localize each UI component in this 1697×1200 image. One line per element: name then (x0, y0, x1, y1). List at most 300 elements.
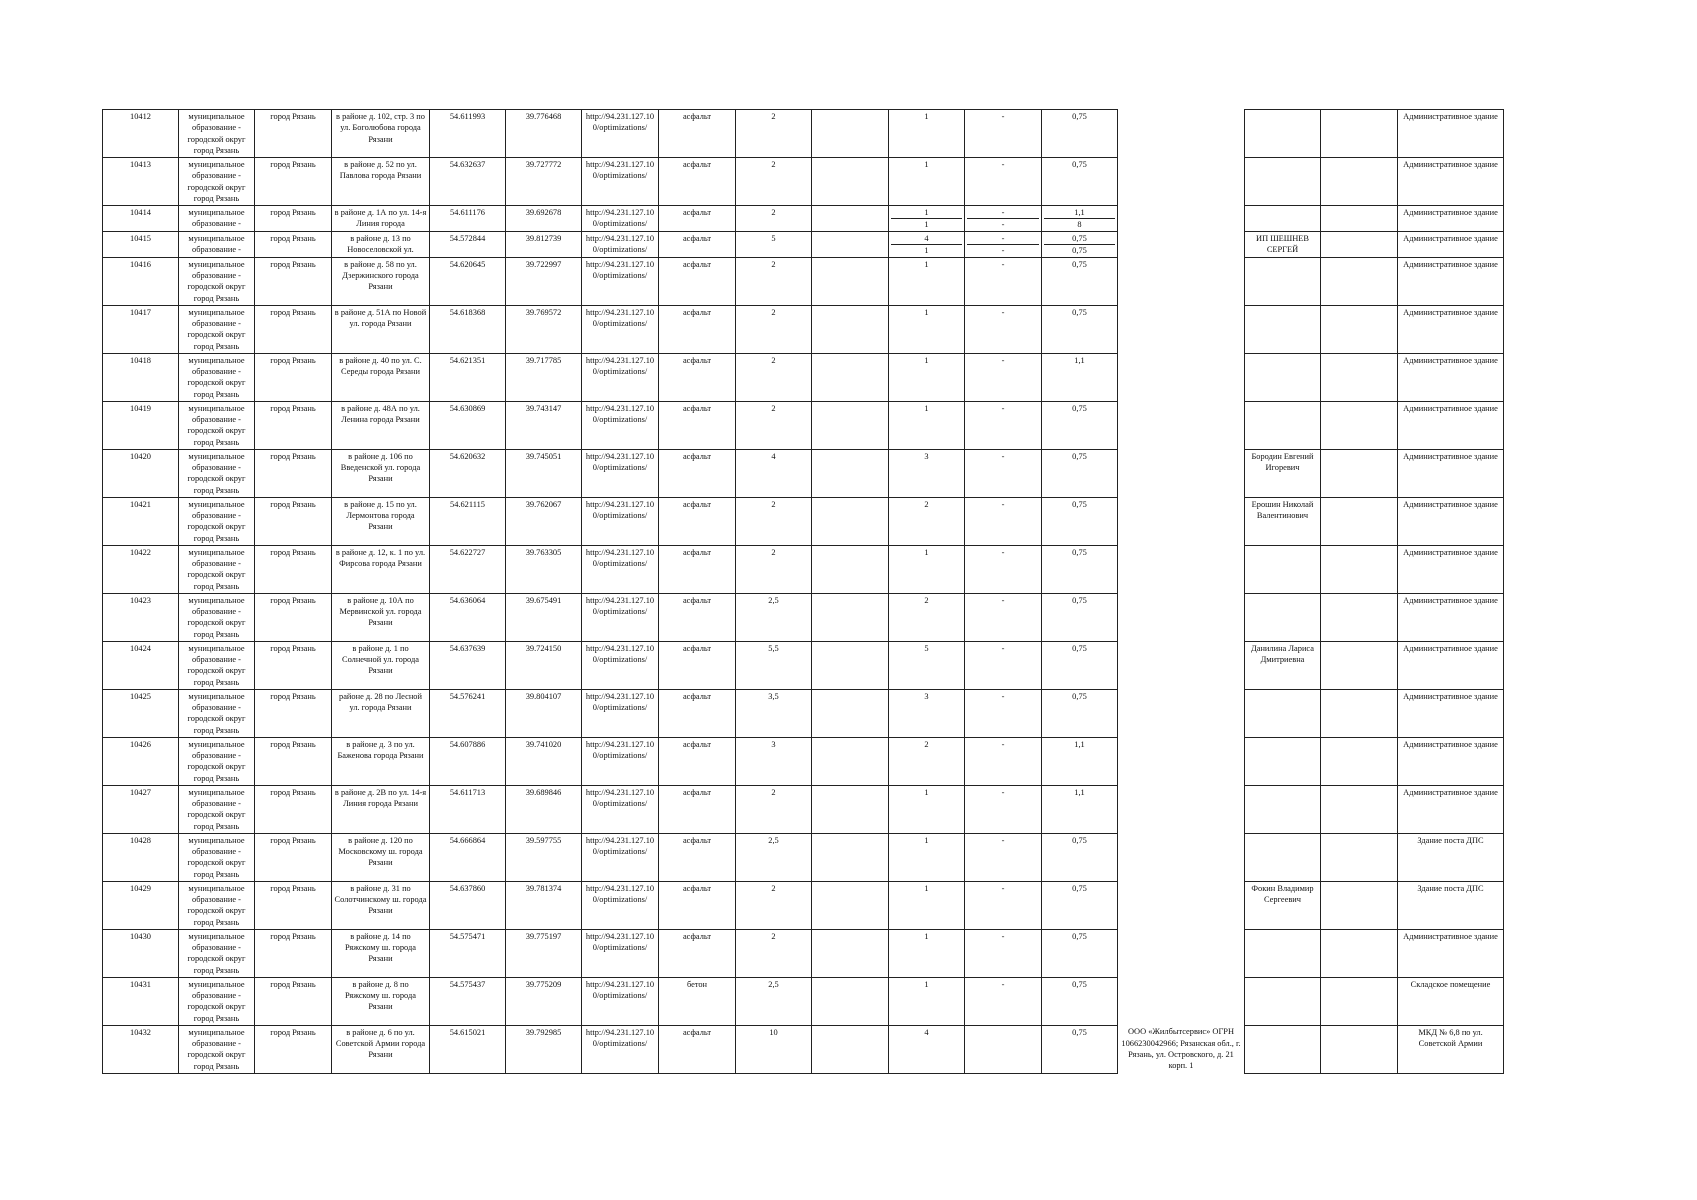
containers-count-value: 1 (924, 883, 929, 893)
container-volume-value: 1,1 (1074, 739, 1085, 749)
cell-address: в районе д. 48А по ул. Ленина города Рязани (332, 401, 430, 449)
cell-area: 2 (736, 545, 812, 593)
cell-containers-dash (965, 593, 1042, 641)
cell-containers-dash (965, 206, 1042, 232)
cell-containers-count (889, 231, 965, 257)
cell-owner-info (1118, 689, 1245, 737)
cell-longitude: 39.762067 (506, 497, 582, 545)
cell-area: 2 (736, 785, 812, 833)
cell-scheme-link: http://94.231.127.10 0/optimizations/ (582, 737, 659, 785)
cell-owner-info (1118, 110, 1245, 158)
cell-empty-col (812, 206, 889, 232)
cell-source-person (1245, 737, 1321, 785)
cell-settlement: город Рязань (255, 206, 332, 232)
cell-address: в районе д. 6 по ул. Советской Армии города Рязани (332, 1025, 430, 1073)
cell-source-person (1245, 689, 1321, 737)
cell-empty-col (1321, 545, 1398, 593)
cell-containers-dash (965, 257, 1042, 305)
cell-address: в районе д. 120 по Московскому ш. города Рязани (332, 833, 430, 881)
cell-scheme-link: http://94.231.127.10 0/optimizations/ (582, 257, 659, 305)
cell-address: в районе д. 15 по ул. Лермонтова города Рязани (332, 497, 430, 545)
cell-scheme-link: http://94.231.127.10 0/optimizations/ (582, 206, 659, 232)
cell-container-volume (1042, 1025, 1118, 1073)
cell-settlement: город Рязань (255, 977, 332, 1025)
cell-empty-col (1321, 401, 1398, 449)
cell-address: в районе д. 14 по Ряжскому ш. города Рязани (332, 929, 430, 977)
containers-dash-value: - (1001, 160, 1005, 169)
container-volume-value: 0,75 (1072, 1027, 1087, 1037)
cell-scheme-link: http://94.231.127.10 0/optimizations/ (582, 689, 659, 737)
cell-source-person (1245, 929, 1321, 977)
cell-owner-info (1118, 593, 1245, 641)
cell-empty-col (812, 593, 889, 641)
cell-municipality: муниципальное образование - (179, 206, 255, 232)
cell-address: в районе д. 31 по Солотчинскому ш. города Рязани (332, 881, 430, 929)
cell-empty-col (812, 497, 889, 545)
cell-empty-col (812, 305, 889, 353)
cell-containers-count (889, 977, 965, 1025)
table-row (103, 257, 1504, 305)
cell-container-volume (1042, 689, 1118, 737)
cell-empty-col (812, 737, 889, 785)
cell-containers-count (889, 1025, 965, 1073)
cell-empty-col (1321, 641, 1398, 689)
cell-address: в районе д. 13 по Новоселовской ул. (332, 231, 430, 257)
cell-container-volume (1042, 497, 1118, 545)
cell-record-id: 10420 (103, 449, 179, 497)
cell-purpose: МКД № 6,8 по ул. Советской Армии (1398, 1025, 1504, 1073)
cell-purpose: Административное здание (1398, 257, 1504, 305)
cell-container-volume (1042, 593, 1118, 641)
cell-source-person: Данилина Лариса Дмитриевна (1245, 641, 1321, 689)
cell-latitude: 54.632637 (430, 158, 506, 206)
registry-table (102, 109, 1504, 1074)
containers-dash-value: - (1001, 691, 1005, 701)
containers-dash-value: - (1001, 979, 1005, 989)
cell-containers-count (889, 401, 965, 449)
cell-latitude: 54.621351 (430, 353, 506, 401)
table-row (103, 545, 1504, 593)
cell-containers-dash (965, 449, 1042, 497)
cell-purpose: Административное здание (1398, 449, 1504, 497)
containers-count-value: 1 (924, 787, 929, 797)
cell-empty-col (812, 449, 889, 497)
cell-containers-dash (965, 785, 1042, 833)
cell-owner-info (1118, 206, 1245, 232)
cell-longitude: 39.776468 (506, 110, 582, 158)
cell-longitude: 39.741020 (506, 737, 582, 785)
cell-surface: асфальт (659, 593, 736, 641)
cell-empty-col (812, 833, 889, 881)
cell-longitude: 39.724150 (506, 641, 582, 689)
cell-longitude: 39.792985 (506, 1025, 582, 1073)
cell-latitude: 54.576241 (430, 689, 506, 737)
containers-count-value: 1 (924, 979, 929, 989)
cell-empty-col (812, 641, 889, 689)
cell-scheme-link: http://94.231.127.10 0/optimizations/ (582, 977, 659, 1025)
table-row (103, 929, 1504, 977)
cell-latitude: 54.637639 (430, 641, 506, 689)
cell-surface: асфальт (659, 158, 736, 206)
cell-record-id: 10424 (103, 641, 179, 689)
table-row (103, 785, 1504, 833)
cell-latitude: 54.572844 (430, 231, 506, 257)
cell-empty-col (812, 353, 889, 401)
cell-container-volume (1042, 545, 1118, 593)
cell-record-id: 10431 (103, 977, 179, 1025)
cell-source-person: Ерошин Николай Валентинович (1245, 497, 1321, 545)
cell-empty-col (1321, 158, 1398, 206)
cell-record-id: 10418 (103, 353, 179, 401)
cell-scheme-link: http://94.231.127.10 0/optimizations/ (582, 1025, 659, 1073)
cell-address: в районе д. 2В по ул. 14-я Линия города Рязани (332, 785, 430, 833)
cell-record-id: 10425 (103, 689, 179, 737)
cell-municipality: муниципальное образование - городской округ город Рязань (179, 977, 255, 1025)
cell-record-id: 10422 (103, 545, 179, 593)
cell-settlement: город Рязань (255, 689, 332, 737)
container-volume-value: 0,75 (1072, 112, 1087, 121)
cell-longitude: 39.804107 (506, 689, 582, 737)
cell-scheme-link: http://94.231.127.10 0/optimizations/ (582, 158, 659, 206)
containers-dash-value: - (1001, 883, 1005, 893)
cell-empty-col (812, 881, 889, 929)
cell-container-volume (1042, 449, 1118, 497)
cell-empty-col (812, 158, 889, 206)
cell-container-volume (1042, 257, 1118, 305)
cell-area: 2 (736, 401, 812, 449)
cell-source-person (1245, 833, 1321, 881)
cell-surface: асфальт (659, 641, 736, 689)
cell-purpose: Административное здание (1398, 206, 1504, 232)
cell-municipality: муниципальное образование - городской округ город Рязань (179, 881, 255, 929)
cell-purpose: Административное здание (1398, 593, 1504, 641)
cell-record-id: 10419 (103, 401, 179, 449)
containers-dash-value: - (1001, 233, 1005, 243)
containers-count-value: 2 (924, 739, 929, 749)
containers-count-value: 1 (924, 112, 929, 121)
cell-settlement: город Рязань (255, 545, 332, 593)
cell-source-person (1245, 1025, 1321, 1073)
cell-record-id: 10417 (103, 305, 179, 353)
cell-owner-info (1118, 977, 1245, 1025)
container-volume-value: 8 (1044, 219, 1115, 231)
cell-latitude: 54.666864 (430, 833, 506, 881)
cell-containers-count (889, 641, 965, 689)
cell-containers-dash (965, 689, 1042, 737)
cell-owner-info (1118, 449, 1245, 497)
cell-settlement: город Рязань (255, 497, 332, 545)
cell-municipality: муниципальное образование - городской округ город Рязань (179, 401, 255, 449)
cell-containers-dash (965, 929, 1042, 977)
cell-containers-count (889, 593, 965, 641)
containers-count-value: 1 (891, 245, 962, 257)
cell-latitude: 54.636064 (430, 593, 506, 641)
cell-scheme-link: http://94.231.127.10 0/optimizations/ (582, 401, 659, 449)
cell-address: в районе д. 52 по ул. Павлова города Рязани (332, 158, 430, 206)
container-volume-value: 1,1 (1074, 787, 1085, 797)
cell-latitude: 54.630869 (430, 401, 506, 449)
containers-count-value: 1 (924, 259, 929, 269)
cell-longitude: 39.675491 (506, 593, 582, 641)
cell-purpose: Административное здание (1398, 737, 1504, 785)
cell-address: в районе д. 58 по ул. Дзержинского города Рязани (332, 257, 430, 305)
containers-count-value: 1 (891, 219, 962, 231)
table-row (103, 641, 1504, 689)
cell-purpose: Складское помещение (1398, 977, 1504, 1025)
cell-empty-col (812, 110, 889, 158)
cell-container-volume (1042, 305, 1118, 353)
table-row (103, 231, 1504, 257)
cell-empty-col (1321, 305, 1398, 353)
cell-scheme-link: http://94.231.127.10 0/optimizations/ (582, 231, 659, 257)
cell-purpose: Административное здание (1398, 641, 1504, 689)
cell-source-person (1245, 257, 1321, 305)
cell-settlement: город Рязань (255, 641, 332, 689)
cell-longitude: 39.722997 (506, 257, 582, 305)
container-volume-value: 0,75 (1044, 245, 1115, 257)
cell-surface: асфальт (659, 785, 736, 833)
cell-container-volume (1042, 158, 1118, 206)
cell-municipality: муниципальное образование - городской округ город Рязань (179, 110, 255, 158)
cell-container-volume (1042, 833, 1118, 881)
cell-address: в районе д. 12, к. 1 по ул. Фирсова города Рязани (332, 545, 430, 593)
containers-dash-value: - (967, 245, 1039, 257)
cell-empty-col (1321, 353, 1398, 401)
cell-surface: асфальт (659, 1025, 736, 1073)
cell-area: 3 (736, 737, 812, 785)
cell-scheme-link: http://94.231.127.10 0/optimizations/ (582, 545, 659, 593)
cell-source-person: ИП ШЕШНЕВ СЕРГЕЙ (1245, 231, 1321, 257)
cell-scheme-link: http://94.231.127.10 0/optimizations/ (582, 353, 659, 401)
cell-area: 2 (736, 881, 812, 929)
containers-dash-value: - (967, 219, 1039, 231)
cell-record-id: 10421 (103, 497, 179, 545)
cell-surface: асфальт (659, 305, 736, 353)
cell-source-person: Фокин Владимир Сергеевич (1245, 881, 1321, 929)
cell-container-volume (1042, 977, 1118, 1025)
cell-containers-count (889, 881, 965, 929)
cell-containers-count (889, 737, 965, 785)
table-row (103, 689, 1504, 737)
cell-settlement: город Рязань (255, 353, 332, 401)
cell-purpose: Административное здание (1398, 785, 1504, 833)
container-volume-value: 0,75 (1072, 835, 1087, 845)
containers-dash-value: - (1001, 547, 1005, 557)
cell-containers-dash (965, 497, 1042, 545)
containers-dash-value: - (1001, 595, 1005, 605)
table-row (103, 401, 1504, 449)
cell-purpose: Административное здание (1398, 401, 1504, 449)
cell-containers-dash (965, 110, 1042, 158)
cell-surface: асфальт (659, 545, 736, 593)
cell-empty-col (1321, 257, 1398, 305)
cell-longitude: 39.717785 (506, 353, 582, 401)
cell-empty-col (812, 977, 889, 1025)
containers-count-value: 1 (924, 835, 929, 845)
container-volume-value: 0,75 (1072, 233, 1087, 243)
cell-scheme-link: http://94.231.127.10 0/optimizations/ (582, 833, 659, 881)
cell-settlement: город Рязань (255, 833, 332, 881)
cell-municipality: муниципальное образование - городской округ город Рязань (179, 497, 255, 545)
registry-body (103, 110, 1504, 1074)
cell-settlement: город Рязань (255, 158, 332, 206)
cell-owner-info (1118, 785, 1245, 833)
cell-empty-col (1321, 689, 1398, 737)
cell-municipality: муниципальное образование - городской округ город Рязань (179, 257, 255, 305)
cell-area: 2 (736, 206, 812, 232)
containers-count-value: 4 (924, 1027, 929, 1037)
cell-empty-col (1321, 1025, 1398, 1073)
cell-longitude: 39.769572 (506, 305, 582, 353)
cell-purpose: Административное здание (1398, 231, 1504, 257)
cell-empty-col (1321, 881, 1398, 929)
cell-settlement: город Рязань (255, 593, 332, 641)
cell-address: в районе д. 3 по ул. Баженова города Рязани (332, 737, 430, 785)
cell-surface: асфальт (659, 206, 736, 232)
cell-record-id: 10414 (103, 206, 179, 232)
cell-longitude: 39.689846 (506, 785, 582, 833)
container-volume-value: 0,75 (1072, 403, 1087, 413)
cell-empty-col (1321, 833, 1398, 881)
cell-address: в районе д. 8 по Ряжскому ш. города Рязани (332, 977, 430, 1025)
table-row (103, 833, 1504, 881)
containers-dash-value: - (1001, 451, 1005, 461)
cell-container-volume (1042, 231, 1118, 257)
cell-containers-dash (965, 881, 1042, 929)
cell-containers-count (889, 257, 965, 305)
table-row (103, 881, 1504, 929)
cell-scheme-link: http://94.231.127.10 0/optimizations/ (582, 785, 659, 833)
container-volume-value: 0,75 (1072, 499, 1087, 509)
cell-scheme-link: http://94.231.127.10 0/optimizations/ (582, 110, 659, 158)
cell-container-volume (1042, 206, 1118, 232)
cell-container-volume (1042, 785, 1118, 833)
cell-surface: бетон (659, 977, 736, 1025)
table-row (103, 353, 1504, 401)
table-row (103, 158, 1504, 206)
table-row (103, 497, 1504, 545)
cell-containers-count (889, 545, 965, 593)
cell-scheme-link: http://94.231.127.10 0/optimizations/ (582, 929, 659, 977)
container-volume-value: 0,75 (1072, 547, 1087, 557)
cell-empty-col (1321, 497, 1398, 545)
container-volume-value: 0,75 (1072, 931, 1087, 941)
cell-address: районе д. 28 по Лесной ул. города Рязани (332, 689, 430, 737)
cell-longitude: 39.727772 (506, 158, 582, 206)
containers-dash-value: - (1001, 355, 1005, 365)
cell-settlement: город Рязань (255, 110, 332, 158)
cell-scheme-link: http://94.231.127.10 0/optimizations/ (582, 497, 659, 545)
table-row (103, 110, 1504, 158)
cell-record-id: 10426 (103, 737, 179, 785)
registry-sheet (102, 109, 1504, 1074)
cell-latitude: 54.575437 (430, 977, 506, 1025)
cell-source-person (1245, 110, 1321, 158)
cell-containers-count (889, 929, 965, 977)
cell-surface: асфальт (659, 110, 736, 158)
container-volume-value: 0,75 (1072, 160, 1087, 169)
cell-purpose: Здание поста ДПС (1398, 833, 1504, 881)
containers-dash-value: - (1001, 787, 1005, 797)
cell-containers-count (889, 497, 965, 545)
containers-count-value: 5 (924, 643, 929, 653)
cell-containers-dash (965, 305, 1042, 353)
table-row (103, 593, 1504, 641)
cell-surface: асфальт (659, 929, 736, 977)
cell-container-volume (1042, 929, 1118, 977)
container-volume-value: 0,75 (1072, 307, 1087, 317)
cell-latitude: 54.575471 (430, 929, 506, 977)
cell-municipality: муниципальное образование - городской округ город Рязань (179, 353, 255, 401)
cell-scheme-link: http://94.231.127.10 0/optimizations/ (582, 449, 659, 497)
cell-container-volume (1042, 641, 1118, 689)
cell-scheme-link: http://94.231.127.10 0/optimizations/ (582, 593, 659, 641)
containers-dash-value: - (1001, 643, 1005, 653)
cell-record-id: 10415 (103, 231, 179, 257)
cell-purpose: Административное здание (1398, 689, 1504, 737)
cell-containers-count (889, 305, 965, 353)
table-row (103, 305, 1504, 353)
cell-containers-dash (965, 353, 1042, 401)
cell-surface: асфальт (659, 353, 736, 401)
table-row (103, 1025, 1504, 1073)
cell-settlement: город Рязань (255, 401, 332, 449)
cell-longitude: 39.743147 (506, 401, 582, 449)
table-row (103, 737, 1504, 785)
cell-municipality: муниципальное образование - городской округ город Рязань (179, 593, 255, 641)
cell-purpose: Административное здание (1398, 497, 1504, 545)
cell-latitude: 54.611713 (430, 785, 506, 833)
cell-municipality: муниципальное образование - городской округ город Рязань (179, 833, 255, 881)
cell-latitude: 54.611993 (430, 110, 506, 158)
cell-municipality: муниципальное образование - городской округ город Рязань (179, 689, 255, 737)
cell-purpose: Административное здание (1398, 353, 1504, 401)
containers-count-value: 2 (924, 499, 929, 509)
cell-area: 2,5 (736, 977, 812, 1025)
containers-dash-value: - (1001, 112, 1005, 121)
cell-owner-info (1118, 833, 1245, 881)
containers-dash-value: - (1001, 499, 1005, 509)
cell-longitude: 39.775197 (506, 929, 582, 977)
cell-record-id: 10432 (103, 1025, 179, 1073)
cell-surface: асфальт (659, 449, 736, 497)
cell-area: 2 (736, 929, 812, 977)
containers-count-value: 1 (924, 547, 929, 557)
cell-source-person (1245, 353, 1321, 401)
containers-dash-value: - (1001, 739, 1005, 749)
containers-count-value: 4 (924, 233, 929, 243)
cell-containers-dash (965, 1025, 1042, 1073)
cell-settlement: город Рязань (255, 785, 332, 833)
cell-empty-col (1321, 977, 1398, 1025)
cell-settlement: город Рязань (255, 449, 332, 497)
cell-address: в районе д. 40 по ул. С. Середы города Рязани (332, 353, 430, 401)
container-volume-value: 0,75 (1072, 259, 1087, 269)
cell-empty-col (1321, 231, 1398, 257)
cell-purpose: Административное здание (1398, 158, 1504, 206)
cell-area: 2 (736, 497, 812, 545)
cell-containers-count (889, 158, 965, 206)
containers-count-value: 2 (924, 595, 929, 605)
cell-municipality: муниципальное образование - городской округ город Рязань (179, 158, 255, 206)
cell-latitude: 54.620645 (430, 257, 506, 305)
container-volume-value: 1,1 (1074, 355, 1085, 365)
cell-containers-count (889, 353, 965, 401)
cell-area: 2,5 (736, 593, 812, 641)
cell-empty-col (1321, 737, 1398, 785)
cell-empty-col (1321, 449, 1398, 497)
containers-dash-value: - (1001, 931, 1005, 941)
